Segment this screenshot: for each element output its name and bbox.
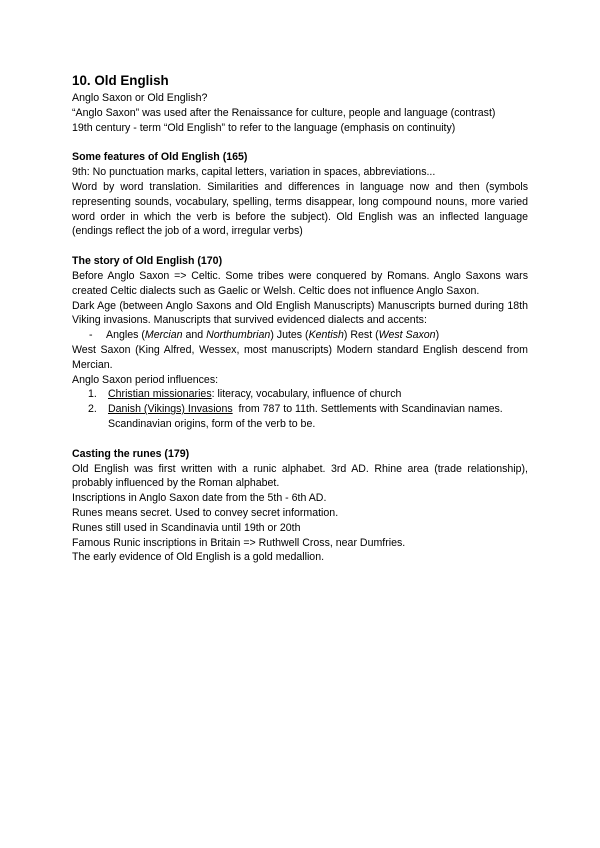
dialect-northumbrian: Northumbrian (206, 329, 271, 342)
runes-line: Runes still used in Scandinavia until 19th or 20th (72, 521, 301, 534)
story-paragraph: West Saxon (King Alfred, Wessex, most manuscripts) Modern standard English descend from Mercian. (72, 343, 528, 371)
features-line: 9th: No punctuation marks, capital letters, variation in spaces, abbreviations... (72, 166, 436, 179)
document-page (72, 72, 528, 565)
runes-line: The early evidence of Old English is a gold medallion. (72, 551, 325, 564)
dialect-west-saxon: West Saxon (378, 329, 436, 342)
story-paragraph: Dark Age (between Anglo Saxons and Old English Manuscripts) Manuscripts burned during 18th Viking invasions. Manuscripts that survived evidenced dialects and accents: (72, 299, 528, 327)
influence-item: 1. Christian missionaries: literacy, vocabulary, influence of church (88, 388, 402, 401)
story-paragraph: Before Anglo Saxon => Celtic. Some tribes were conquered by Romans. Anglo Saxons wars created Celtic dialects such as Gaelic or Welsh. Celtic does not influence Anglo Saxon. (72, 269, 528, 297)
dialects-list-item: - Angles (Mercian and Northumbrian) Jutes (Kentish) Rest (West Saxon) (89, 329, 440, 342)
story-paragraph: Anglo Saxon period influences: (72, 373, 219, 386)
runes-line: Inscriptions in Anglo Saxon date from the 5th - 6th AD. (72, 492, 327, 505)
influence-term: Christian missionaries (108, 388, 212, 401)
influence-item: 2. Danish (Vikings) Invasions from 787 to 11th. Settlements with Scandinavian names. Scandinavian origins, form of the verb to be. (88, 403, 506, 430)
page-title: 10. Old English (72, 73, 169, 88)
influence-term: Danish (Vikings) Invasions (108, 403, 233, 416)
intro-line: 19th century - term “Old English” to refer to the language (emphasis on continuity) (72, 121, 456, 134)
runes-line: Famous Runic inscriptions in Britain => Ruthwell Cross, near Dumfries. (72, 536, 406, 549)
features-paragraph: Word by word translation. Similarities and differences in language now and then (symbols representing sounds, vocabulary, spelling, terms disappear, long compound nouns, more varied word order in which the verb is before the subject). Old English was an inflected language (endings reflect the job of a word, irregular verbs) (72, 180, 528, 238)
features-heading: Some features of Old English (165) (72, 151, 248, 164)
dialect-kentish: Kentish (308, 329, 344, 342)
dialect-mercian: Mercian (144, 329, 183, 342)
intro-line: “Anglo Saxon” was used after the Renaissance for culture, people and language (contrast) (72, 106, 496, 119)
story-heading: The story of Old English (170) (72, 255, 223, 268)
intro-line: Anglo Saxon or Old English? (72, 92, 208, 104)
runes-paragraph: Old English was first written with a runic alphabet. 3rd AD. Rhine area (trade relationship), probably influenced by the Roman alphabet. (72, 462, 528, 490)
list-dash: - (89, 329, 93, 342)
runes-heading: Casting the runes (179) (72, 447, 190, 460)
runes-line: Runes means secret. Used to convey secret information. (72, 506, 339, 519)
